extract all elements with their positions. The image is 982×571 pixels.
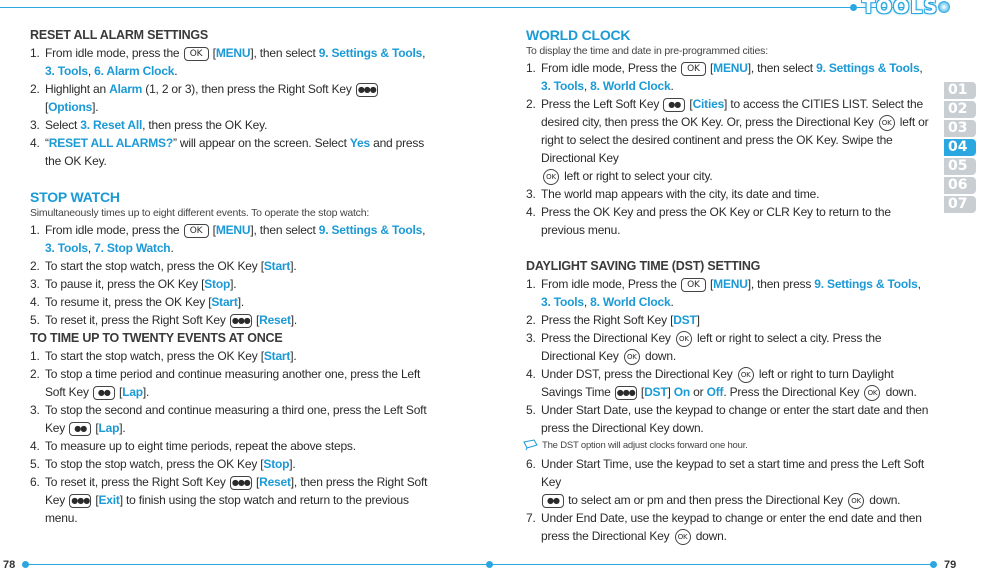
- list-item: 1. From idle mode, press the OK [MENU], then select 9. Settings & Tools, 3. Tools, 7. Stop Watch.: [30, 223, 426, 255]
- list-item: 3. Press the Directional Key OK left or right to select a city. Press the Directional Key OK down.: [526, 331, 882, 363]
- ok-key-icon: OK: [681, 62, 706, 76]
- list-item: 4. To measure up to eight time periods, repeat the above steps.: [30, 439, 356, 453]
- directional-key-icon: OK: [624, 349, 640, 365]
- list-item: 1. To start the stop watch, press the OK Key [Start].: [30, 349, 297, 363]
- left-column: [30, 26, 432, 527]
- list-item: 3. Select 3. Reset All, then press the OK Key.: [30, 118, 268, 132]
- ok-key-icon: OK: [184, 47, 209, 61]
- dst-section: [526, 257, 934, 545]
- stop-watch-title: STOP WATCH: [30, 189, 120, 205]
- dst-note: [526, 437, 934, 455]
- page-number-right: 79: [944, 559, 957, 571]
- right-soft-key-icon: ●●●: [230, 314, 252, 328]
- dst-note-text: The DST option will adjust clocks forward one hour.: [542, 440, 748, 451]
- directional-key-icon: OK: [864, 385, 880, 401]
- chapter-tab-03[interactable]: 03: [944, 120, 976, 137]
- list-item: 1. From idle mode, Press the OK [MENU], then select 9. Settings & Tools, 3. Tools, 8. World Clock.: [526, 61, 923, 93]
- bottom-rule-dot-right: [930, 561, 937, 568]
- chapter-tab-07[interactable]: 07: [944, 196, 976, 213]
- list-item: 5. To stop the stop watch, press the OK Key [Stop].: [30, 457, 296, 471]
- page-number-left: 78: [3, 559, 16, 571]
- reset-alarm-title: RESET ALL ALARM SETTINGS: [30, 28, 209, 42]
- right-soft-key-icon: ●●●: [230, 476, 252, 490]
- reset-alarm-steps: [30, 44, 432, 170]
- directional-key-icon: OK: [879, 115, 895, 131]
- left-soft-key-icon: ●●: [542, 494, 564, 508]
- dst-steps-continued: [526, 455, 934, 545]
- twenty-events-section: [30, 329, 432, 527]
- list-item: 7. Under End Date, use the keypad to change or enter the end date and then press the Directional Key OK down.: [526, 511, 922, 543]
- stop-watch-intro: Simultaneously times up to eight different events. To operate the stop watch:: [30, 207, 370, 219]
- left-soft-key-icon: ●●: [663, 98, 685, 112]
- list-item: 3. The world map appears with the city, its date and time.: [526, 187, 820, 201]
- list-item: 1. From idle mode, Press the OK [MENU], then press 9. Settings & Tools, 3. Tools, 8. World Clock.: [526, 277, 921, 309]
- world-clock-title: WORLD CLOCK: [526, 27, 631, 43]
- right-column: [526, 26, 934, 545]
- list-item: 2. Press the Left Soft Key ●● [Cities] to access the CITIES LIST. Select the desired city, then press the OK Key. Or, press the Directional Key OK left or right to select the desired continent and press the OK Key. Swipe the Directional Key OK left or right to select your city.: [526, 97, 929, 183]
- list-item: 6. To reset it, press the Right Soft Key ●●● [Reset], then press the Right Soft Key ●●● [Exit] to finish using the stop watch and return to the previous menu.: [30, 475, 428, 525]
- list-item: 2. To start the stop watch, press the OK Key [Start].: [30, 259, 297, 273]
- list-item: 2. Highlight an Alarm (1, 2 or 3), then press the Right Soft Key ●●● [Options].: [30, 80, 432, 116]
- left-soft-key-icon: ●●: [69, 422, 91, 436]
- world-clock-intro: To display the time and date in pre-programmed cities:: [526, 45, 768, 57]
- left-soft-key-icon: ●●: [93, 386, 115, 400]
- dst-title: DAYLIGHT SAVING TIME (DST) SETTING: [526, 259, 761, 273]
- chapter-tab-04[interactable]: 04: [944, 139, 976, 156]
- twenty-events-steps: [30, 347, 432, 527]
- ok-key-icon: OK: [184, 224, 209, 238]
- chapter-tab-01[interactable]: 01: [944, 82, 976, 99]
- ok-key-icon: OK: [681, 278, 706, 292]
- stop-watch-section: [30, 188, 432, 329]
- list-item: 4. “RESET ALL ALARMS?” will appear on the screen. Select Yes and press the OK Key.: [30, 136, 424, 168]
- bottom-rule: [22, 564, 937, 565]
- chapter-tabs: [944, 82, 976, 215]
- list-item: 3. To pause it, press the OK Key [Stop].: [30, 277, 237, 291]
- chapter-tab-05[interactable]: 05: [944, 158, 976, 175]
- bottom-rule-dot-left: [22, 561, 29, 568]
- right-soft-key-icon: ●●●: [69, 494, 91, 508]
- stop-watch-steps: [30, 221, 432, 329]
- list-item: 5. Under Start Date, use the keypad to change or enter the start date and then press the Directional Key down.: [526, 403, 929, 435]
- list-item: 4. Press the OK Key and press the OK Key or CLR Key to return to the previous menu.: [526, 205, 891, 237]
- reset-alarm-section: [30, 26, 432, 170]
- bottom-rule-dot-center: [486, 561, 493, 568]
- list-item: 2. To stop a time period and continue measuring another one, press the Left Soft Key ●● [Lap].: [30, 367, 421, 399]
- twenty-events-title: TO TIME UP TO TWENTY EVENTS AT ONCE: [30, 331, 283, 345]
- list-item: 5. To reset it, press the Right Soft Key ●●● [Reset].: [30, 313, 298, 327]
- top-rule: [0, 7, 905, 8]
- list-item: 1. From idle mode, press the OK [MENU], then select 9. Settings & Tools, 3. Tools, 6. Alarm Clock.: [30, 46, 426, 78]
- list-item: 2. Press the Right Soft Key [DST]: [526, 313, 700, 327]
- directional-key-icon: OK: [543, 169, 559, 185]
- chapter-tab-02[interactable]: 02: [944, 101, 976, 118]
- list-item: 3. To stop the second and continue measuring a third one, press the Left Soft Key ●● [Lap].: [30, 403, 427, 435]
- right-soft-key-icon: ●●●: [615, 386, 637, 400]
- directional-key-icon: OK: [675, 529, 691, 545]
- list-item: 4. To resume it, press the OK Key [Start].: [30, 295, 244, 309]
- brand-glow-icon: [938, 1, 950, 13]
- directional-key-icon: OK: [848, 493, 864, 509]
- directional-key-icon: OK: [676, 331, 692, 347]
- list-item: 6. Under Start Time, use the keypad to set a start time and press the Left Soft Key ●● to select am or pm and then press the Directional Key OK down.: [526, 457, 925, 507]
- dst-steps: [526, 275, 934, 437]
- directional-key-icon: OK: [738, 367, 754, 383]
- list-item: 4. Under DST, press the Directional Key OK left or right to turn Daylight Savings Time ●●● [DST] On or Off. Press the Directional Key OK down.: [526, 367, 917, 399]
- top-rule-dot: [850, 4, 857, 11]
- section-brand: TOOLS: [862, 0, 939, 18]
- note-icon: [523, 439, 539, 451]
- world-clock-section: [526, 26, 934, 239]
- chapter-tab-06[interactable]: 06: [944, 177, 976, 194]
- world-clock-steps: [526, 59, 934, 239]
- right-soft-key-icon: ●●●: [356, 83, 378, 97]
